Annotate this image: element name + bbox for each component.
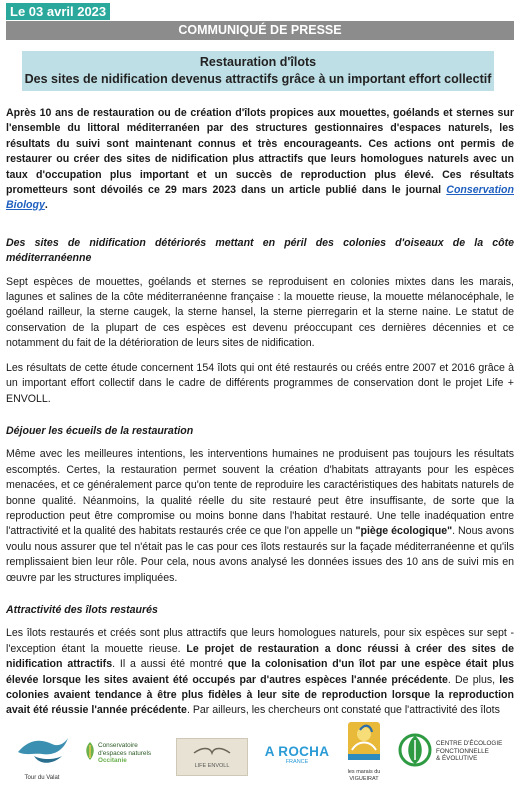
section2-text-a: Même avec les meilleures intentions, les interventions humaines ne produisent pas toujours les résultats escomptés. Certes, la restauration permet souvent la création d'habitats attrayants pour les espèces menacées, et ce généralement parce qu'on tente de reproduire les caractéristiques des habitats naturels de bonne qualité. Néanmoins, la qualité réelle du site restauré peut être insuffisante, de sorte que la reproduction peut être compromise ou moins bonne dans l'habitat restauré. Une telle inadéquation entre l'attractivité et la qualité des habitats restaurés crée ce que l'on appelle un [6,448,514,538]
section3-text-f: les colonies avaient tendance à être plus fidèles à leur site de reproduction lorsque la reproduction avait été réussie l'année précédente [6,673,514,717]
cefe-emblem-icon [398,730,432,770]
section-heading-2: Déjouer les écueils de la restauration [6,424,194,437]
tourduvalat-label: Tour du Valat [24,775,60,781]
arocha-title: A ROCHA [264,744,330,759]
lead-text: Après 10 ans de restauration ou de création d'îlots propices aux mouettes, goélands et sternes sur l'ensemble du littoral méditerranéen par des structures gestionnaires d'espaces naturels, les résultats du suivi sont maintenant connus et très encourageants. Ces actions ont permis de restaurer ou créer des sites de nidification plus attractifs que leurs homologues naturels avec un taux d'occupation plus important et un succès de reproduction plus élevé. Ces résultats prometteurs sont dévoilés ce 29 mars 2023 dans un article publié dans le journal [6,107,514,197]
envoll-logo [176,738,248,776]
envoll-label: LIFE ENVOLL [194,763,230,769]
title-box [22,51,494,91]
marais-emblem-icon [344,720,384,764]
section1-paragraph-1: Sept espèces de mouettes, goélands et sternes se reproduisent en colonies mixtes dans les marais, lagunes et salines de la côte méditerranéenne française : la mouette rieuse, la mouette mélanocéphale, le goéland railleur, la sterne caugek, la sterne hansel, la sterne pierregarin et la sterne naine. Le statut de conservation de la plupart de ces espèces est devenu préoccupant ces dernières décennies et ce notamment du fait de la détérioration de leurs sites de nidification. [6,275,514,350]
section2-paragraph-1 [6,447,514,586]
lead-paragraph [6,106,514,214]
lead-end: . [44,199,48,212]
section2-text-b: "piège écologique" [355,525,453,538]
cefe-line-3: & ÉVOLUTIVE [436,755,478,762]
section-heading-1: Des sites de nidification détériorés mettant en péril des colonies d'oiseaux de la côte méditerranéenne [6,236,514,265]
partner-logos [0,718,524,796]
section-heading-3: Attractivité des îlots restaurés [6,603,158,616]
section3-text-c: . Il a aussi été montré [112,658,228,671]
cen-label: Conservatoire d'espaces naturels [98,742,152,757]
section3-text-a: Les îlots restaurés et créés sont plus attractifs que leurs homologues naturels, pour six espèces sur sept - l'exception étant la mouette rieuse. [6,627,514,655]
press-date: Le 03 avril 2023 [6,3,110,20]
arocha-logo [262,744,332,766]
tourduvalat-logo [14,730,70,782]
section1-paragraph-2: Les résultats de cette étude concernent 154 îlots qui ont été restaurés ou créés entre 2007 et 2016 grâce à un important effort collectif dans le cadre de différents programmes de conservation dont le projet Life + ENVOLL. [6,361,514,405]
section2-text-c: . Nous avons voulu nous assurer que tel n'était pas le cas pour ces îlots restaurés sur la façade méditerranéenne et qu'ils remplissaient bien leur rôle. Pour cela, nous avons analysé les données issues des 10 ans de suivi mis en œuvre par les structures impliquées. [6,525,514,584]
title-line-2: Des sites de nidification devenus attractifs grâce à un important effort collectif [24,72,492,86]
cefe-line-1: CENTRE D'ÉCOLOGIE [436,740,503,747]
cefe-line-2: FONCTIONNELLE [436,747,489,755]
cen-leaf-icon [84,742,96,760]
cen-region: Occitanie [98,757,127,764]
envoll-bird-icon [192,745,232,759]
section3-text-d: que la colonisation d'un îlot par une espèce était plus élevée lorsque les sites avaient été occupés par d'autres espèces l'année précédente [6,658,514,686]
press-release-header: COMMUNIQUÉ DE PRESSE [6,21,514,40]
arocha-subtitle: FRANCE [285,759,309,765]
tourduvalat-bird-icon [14,730,70,770]
section3-text-g: . Par ailleurs, les chercheurs ont constaté que l'attractivité des îlots [186,704,500,717]
journal-link[interactable]: Conservation Biology [6,184,514,212]
marais-logo [344,720,384,782]
section3-text-e: . De plus, [447,673,500,686]
marais-label: les marais du VIGUEIRAT [347,769,381,782]
section3-text-b: Le projet de restauration a donc réussi à créer des sites de nidification attractifs [6,642,514,671]
title-line-1: Restauration d'îlots [199,55,317,69]
article-body [6,106,514,728]
cefe-label [436,740,518,763]
section3-paragraph-1 [6,626,514,718]
